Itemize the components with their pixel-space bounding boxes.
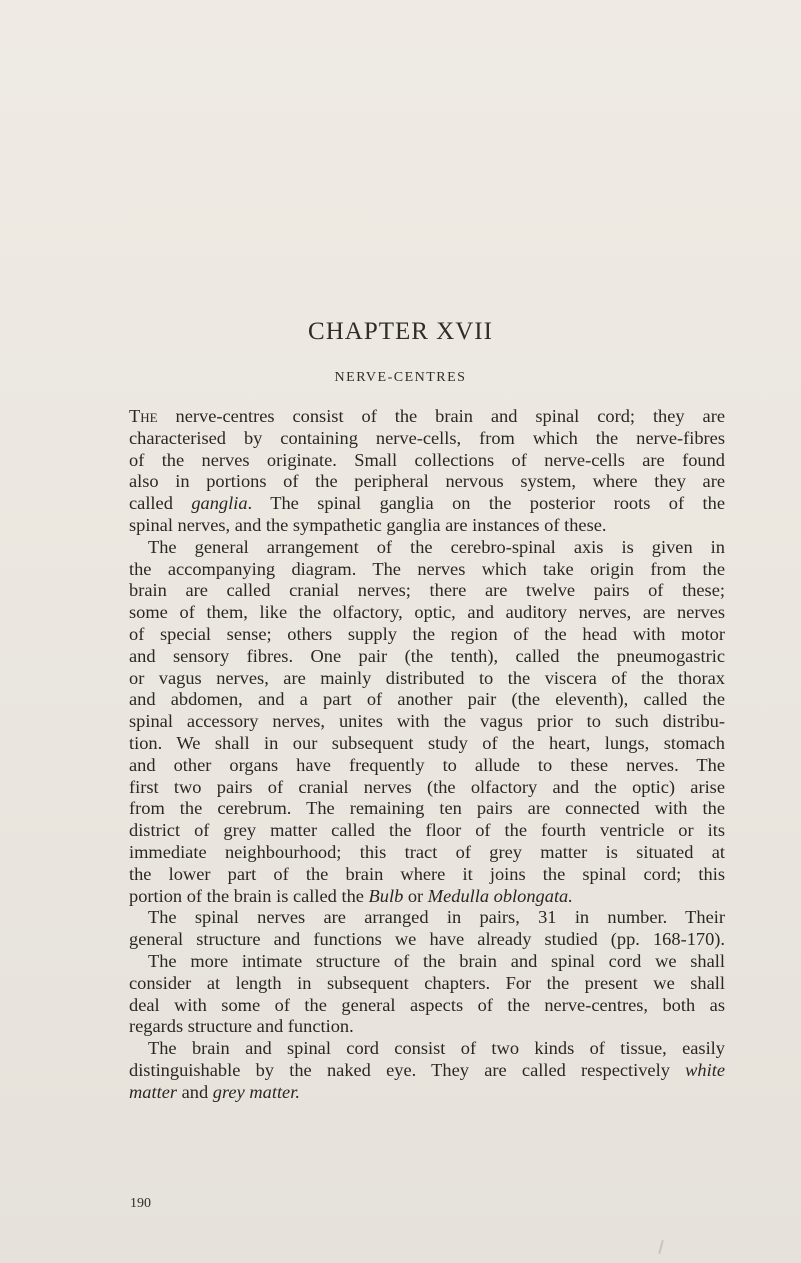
text-line: immediate neighbourhood; this tract of grey matter is situated at (129, 841, 725, 862)
italic-term: ganglia (191, 493, 248, 514)
text-line: first two pairs of cranial nerves (the olfactory and the optic) arise (129, 776, 725, 797)
italic-term: white (685, 1059, 725, 1080)
text-line: matter and grey matter. (129, 1081, 300, 1102)
text-line: general structure and functions we have already studied (pp. 168-170). (129, 929, 725, 950)
text-line (129, 406, 725, 428)
paper-mark (658, 1240, 664, 1254)
text-line: and other organs have frequently to allude to these nerves. The (129, 754, 725, 775)
text-line: The spinal nerves are arranged in pairs, 31 in number. Their (148, 907, 725, 928)
text-line: The more intimate structure of the brain and spinal cord we shall (148, 950, 725, 971)
text-line: of the nerves originate. Small collections of nerve-cells are found (129, 449, 725, 470)
text-line: district of grey matter called the floor of the fourth ventricle or its (129, 820, 725, 841)
text-line: The general arrangement of the cerebro-spinal axis is given in (148, 536, 725, 557)
italic-term: matter (129, 1081, 178, 1102)
chapter-heading: CHAPTER XVII (308, 318, 493, 345)
text-line: distinguishable by the naked eye. They are called respectively white (129, 1059, 725, 1080)
text-line: characterised by containing nerve-cells, from which the nerve-fibres (129, 427, 725, 448)
text-line: tion. We shall in our subsequent study of the heart, lungs, stomach (129, 732, 725, 753)
italic-term: Medulla oblongata. (427, 885, 573, 906)
text-line: from the cerebrum. The remaining ten pairs are connected with the (129, 798, 725, 819)
text-line: The brain and spinal cord consist of two kinds of tissue, easily (148, 1038, 725, 1059)
text-line: and abdomen, and a part of another pair (the eleventh), called the (129, 689, 725, 710)
text-line: brain are called cranial nerves; there are twelve pairs of these; (129, 580, 725, 601)
text-line: portion of the brain is called the Bulb or Medulla oblongata. (129, 885, 573, 906)
text-line: spinal accessory nerves, unites with the vagus prior to such distribu- (129, 711, 725, 732)
page-number: 190 (130, 1196, 151, 1211)
text-line: regards structure and function. (129, 1016, 354, 1037)
text-line: spinal nerves, and the sympathetic ganglia are instances of these. (129, 514, 607, 535)
body-text (129, 406, 725, 1104)
text-line: the accompanying diagram. The nerves which take origin from the (129, 558, 725, 579)
text-line: the lower part of the brain where it joins the spinal cord; this (129, 863, 725, 884)
italic-term: grey matter. (212, 1081, 300, 1102)
text-line: also in portions of the peripheral nervous system, where they are (129, 471, 725, 492)
text-line: called ganglia. The spinal ganglia on the posterior roots of the (129, 493, 725, 514)
text-line: deal with some of the general aspects of the nerve-centres, both as (129, 994, 725, 1015)
text-line: consider at length in subsequent chapters. For the present we shall (129, 972, 725, 993)
text-line: of special sense; others supply the region of the head with motor (129, 623, 725, 644)
line-rest: nerve-centres consist of the brain and spinal cord; they are (175, 406, 725, 426)
text-line: or vagus nerves, are mainly distributed to the viscera of the thorax (129, 667, 725, 688)
drop-word: The (129, 406, 158, 426)
text-line: some of them, like the olfactory, optic, and auditory nerves, are nerves (129, 602, 725, 623)
text-line: and sensory fibres. One pair (the tenth), called the pneumogastric (129, 645, 725, 666)
italic-term: Bulb (368, 885, 404, 906)
chapter-title: NERVE-CENTRES (334, 370, 467, 385)
